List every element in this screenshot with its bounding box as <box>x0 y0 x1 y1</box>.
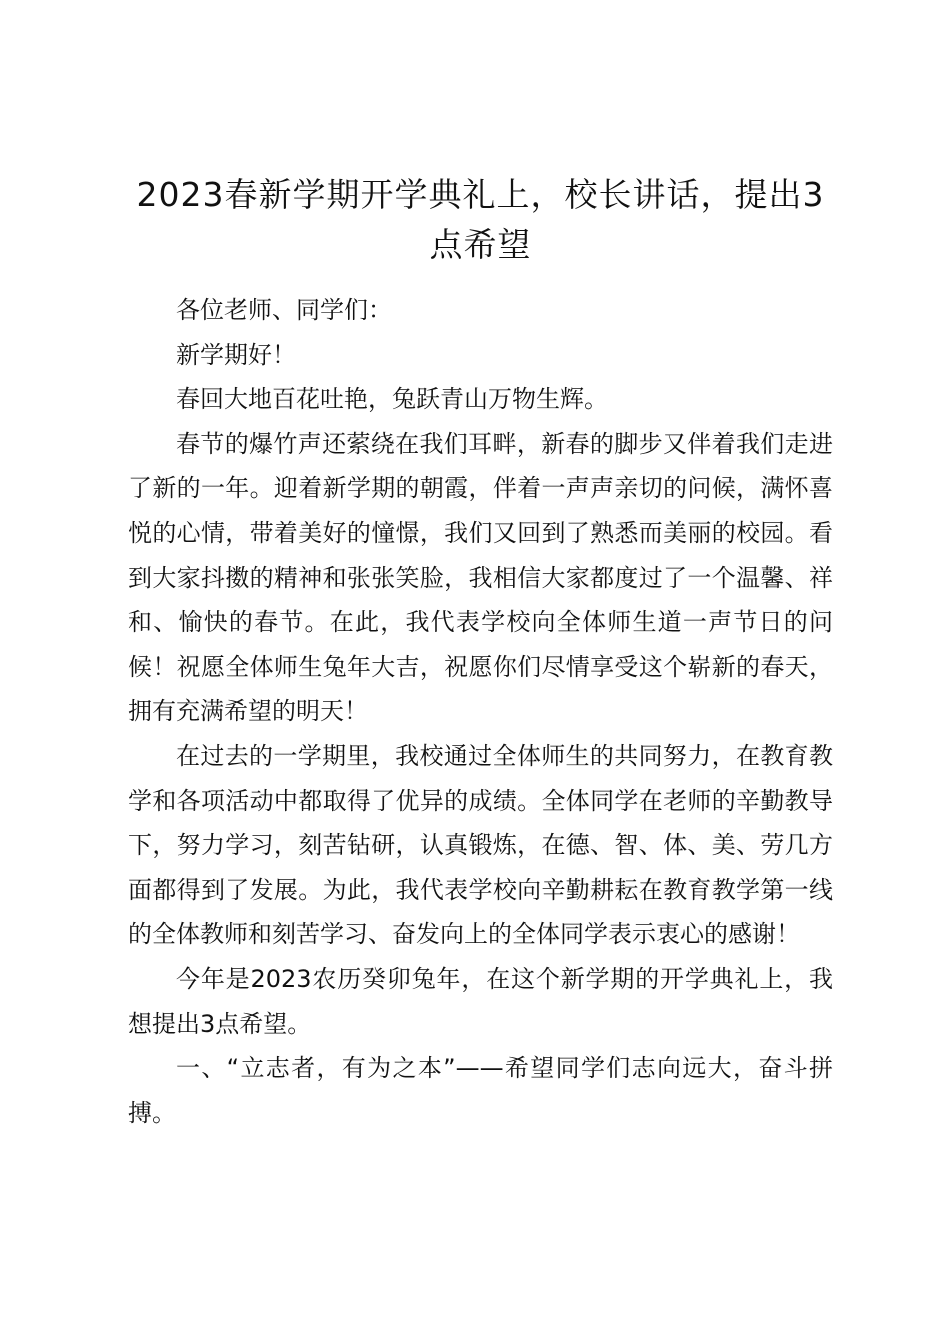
document-title: 2023春新学期开学典礼上，校长讲话，提出3点希望 <box>136 175 825 264</box>
salutation-paragraph: 各位老师、同学们： <box>176 296 392 324</box>
past-semester-paragraph: 在过去的一学期里，我校通过全体师生的共同努力，在教育教学和各项活动中都取得了优异的成绩。全体同学在老师的辛勤教导下，努力学习，刻苦钻研，认真锻炼，在德、智、体、美、劳几方面都得到了发展。为此，我代表学校向辛勤耕耘在教育教学第一线的全体教师和刻苦学习、奋发向上的全体同学表示衷心的感谢！ <box>128 741 833 949</box>
greeting-paragraph: 新学期好！ <box>176 340 296 369</box>
spring-paragraph: 春回大地百花吐艳，兔跃青山万物生辉。 <box>176 385 608 414</box>
new-year-paragraph: 春节的爆竹声还萦绕在我们耳畔，新春的脚步又伴着我们走进了新的一年。迎着新学期的朝霞，伴着一声声亲切的问候，满怀喜悦的心情，带着美好的憧憬，我们又回到了熟悉而美丽的校园。看到大家抖擞的精神和张张笑脸，我相信大家都度过了一个温馨、祥和、愉快的春节。在此，我代表学校向全体师生道一声节日的问候！祝愿全体师生兔年大吉，祝愿你们尽情享受这个崭新的春天，拥有充满希望的明天！ <box>128 429 833 726</box>
hopes-intro-paragraph: 今年是2023农历癸卯兔年，在这个新学期的开学典礼上，我想提出3点希望。 <box>128 964 833 1038</box>
first-hope-paragraph: 一、“立志者，有为之本”——希望同学们志向远大，奋斗拼搏。 <box>128 1054 833 1127</box>
